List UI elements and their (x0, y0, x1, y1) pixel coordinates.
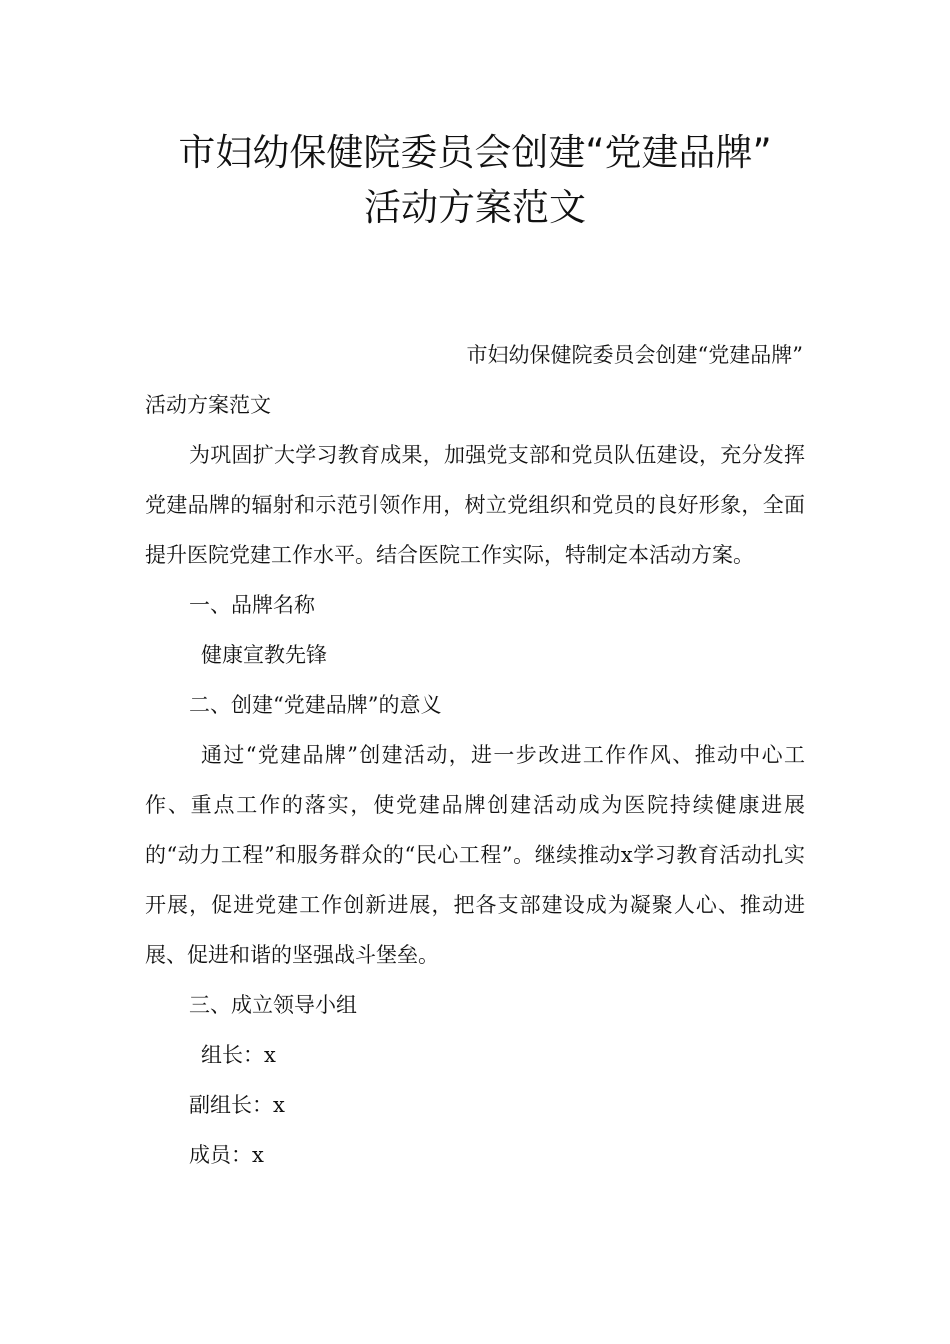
section2-paragraph: 通过“党建品牌”创建活动，进一步改进工作作风、推动中心工作、重点工作的落实，使党建品牌创建活动成为医院持续健康进展的“动力工程”和服务群众的“民心工程”。继续推动x学习教育活动扎实开展，促进党建工作创新进展，把各支部建设成为凝聚人心、推动进展、促进和谐的坚强战斗堡垒。 (145, 743, 805, 967)
deputy-leader-line: 副组长：x (189, 1093, 285, 1117)
document-body (145, 330, 805, 1180)
document-title-line2: 活动方案范文 (364, 186, 586, 229)
leader-line: 组长：x (201, 1043, 276, 1067)
subtitle-line1: 市妇幼保健院委员会创建“党建品牌” (466, 343, 803, 367)
intro-paragraph: 为巩固扩大学习教育成果，加强党支部和党员队伍建设，充分发挥党建品牌的辐射和示范引领作用，树立党组织和党员的良好形象，全面提升医院党建工作水平。结合医院工作实际，特制定本活动方案。 (145, 443, 805, 567)
section1-heading: 一、品牌名称 (189, 593, 315, 617)
brand-name: 健康宣教先锋 (201, 643, 327, 667)
section2-heading: 二、创建“党建品牌”的意义 (189, 693, 442, 717)
members-line: 成员：x (189, 1143, 264, 1167)
subtitle-line2: 活动方案范文 (145, 393, 271, 417)
document-title-line1: 市妇幼保健院委员会创建“党建品牌” (178, 131, 772, 174)
section3-heading: 三、成立领导小组 (189, 993, 357, 1017)
